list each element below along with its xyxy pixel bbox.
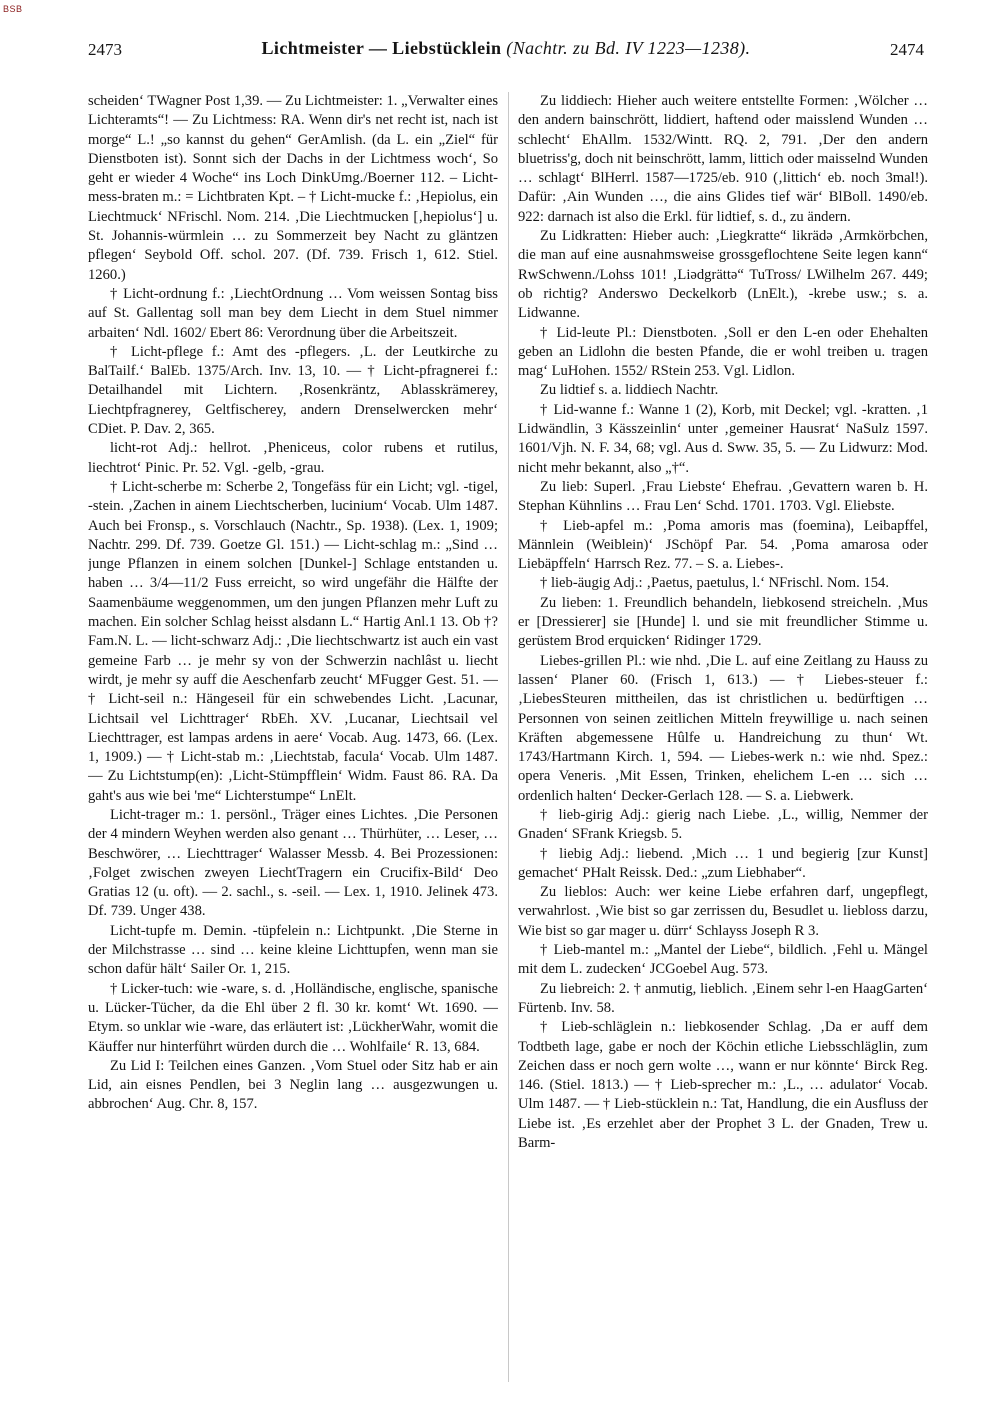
dictionary-entry: Zu lieb: Superl. ‚Frau Liebste‘ Ehefrau. ‚Gevattern waren b. H. Stephan Kühnlins … Frau Len‘ Schd. 1701. 1703. Vgl. Eliebste.: [518, 478, 928, 515]
dictionary-entry: † Lieb-mantel m.: „Mantel der Liebe“, bildlich. ‚Fehl u. Mängel mit dem L. zudecken‘ JCGoebel Aug. 573.: [518, 942, 928, 978]
dictionary-entry: † Lieb-apfel m.: ‚Poma amoris mas (foemina), Leibapffel, Männlein (Weiblein)‘ JSchöpf Par. 54. ‚Poma amarosa oder Liebäpffeln‘ Harrsch Rez. 77. – S. a. Liebes-.: [518, 517, 928, 573]
dictionary-entry: † Lid-wanne f.: Wanne 1 (2), Korb, mit Deckel; vgl. -kratten. ‚1 Lidwändlin, 3 Kässzeinlin‘ unter ‚gemeiner Hausrat‘ NaSulz 1597. 1601/Vjh. N. F. 34, 68; vgl. Aus d. Sww. 35, 5. — Zu Lidwurz: Mod. nicht mehr bekannt, also „†“.: [518, 401, 928, 476]
dictionary-entry: scheiden‘ TWagner Post 1,39. — Zu Lichtmeister: 1. „Verwalter eines Lichteramts“! — Zu Lichtmess: RA. Wenn dir's net recht ist, nach ist morge“ L.! „so kannst du gehen“ GerAmlish. (da L. ein „Ziel“ für Dienstboten ist). Sonnt sich der Dachs in der Lichtmess woch‘, So geht er wieder 4 Woche“ ins Loch DinkUmg./Boerner 112. – Licht-mess-braten m.: = Lichtbraten Kpt. – † Licht-mucke f.: ‚Hepiolus, ein Liechtmuck‘ NFrischl. Nom. 214. ‚Die Liechtmucken [‚hepiolus‘] u. St. Johannis-würmlein … zu Sommerzeit bey Nacht zu gläntzen pflegen‘ Seybold Off. schol. 207. (Df. 739. Frisch 1, 612. Stiel. 1260.): [88, 93, 498, 283]
dictionary-entry: † Licker-tuch: wie -ware, s. d. ‚Holländische, englische, spanische u. Lücker-Tücher, da die Ehl über 2 fl. 30 kr. komt‘ Wt. 1690. — Etym. so unklar wie -ware, das erläutert ist: ‚LückherWahr, womit die Käuffer nur hinterführt würden durch die … Wohlfaile‘ R. 13, 684.: [88, 980, 498, 1055]
dictionary-entry: Zu liddiech: Hieher auch weitere entstellte Formen: ‚Wölcher … den andern bainschrött, liddiert, haftend oder maisslend Wunden … schlecht‘ EhAllm. 1532/Wintt. RQ. 2, 791. ‚Der den andern bluetriss'g, doch nit beinschrött, lamm, littich oder maisselnd Wunden … schlagt‘ BlHerrl. 1587—1725/eb. 910 (‚littich‘ eb. noch 3mal!). Dafür: ‚Ain Wunden …, die ains Glides tief wär‘ BlBoll. 1490/eb. 922: darnach ist also die Erkl. für lidtief, s. d., zu ändern.: [518, 93, 928, 225]
dictionary-entry: Zu lieben: 1. Freundlich behandeln, liebkosend streicheln. ‚Mus er [Dressierer] sie [Hunde] l. und sie mit freundlicher Stimme u. gerüstem Brod erquicken‘ Ridinger 1729.: [518, 594, 928, 650]
dictionary-entry: Licht-tupfe m. Demin. -tüpfelein n.: Lichtpunkt. ‚Die Sterne in der Milchstrasse … sind … keine kleine Lichttupfen, wenn man sie schon dafür hält‘ Sailer Or. 1, 215.: [88, 922, 498, 978]
title-subtitle: (Nachtr. zu Bd. IV 1223—1238).: [506, 38, 751, 58]
page-title: [88, 38, 924, 59]
dictionary-entry: licht-rot Adj.: hellrot. ‚Pheniceus, color rubens et rutilus, liechtrot‘ Pinic. Pr. 52. Vgl. -gelb, -grau.: [88, 440, 498, 476]
column-divider: [508, 92, 509, 1382]
dictionary-entry: Zu liebreich: 2. † anmutig, lieblich. ‚Einem sehr l-en HaagGarten‘ Fürtenb. Inv. 58.: [518, 980, 928, 1016]
dictionary-entry: † Lid-leute Pl.: Dienstboten. ‚Soll er den L-en oder Ehehalten geben an Lidlohn die besten Pfande, die er wohl treiben u. tragen mag‘ LuHohen. 1552/ RStein 253. Vgl. Lidlon.: [518, 324, 928, 380]
dictionary-entry: † Licht-scherbe m: Scherbe 2, Tongefäss für ein Licht; vgl. -tigel, -stein. ‚Zachen in ainem Liechtscherben, lucinium‘ Vocab. Ulm 1487. Auch bei Fronsp., s. Vorschlauch (Nachtr., Sp. 1938). (Lex. 1, 1909; Nachtr. 299. Df. 739. Goetze Gl. 151.) — Licht-schlag m.: „Sind … junge Pflanzen in einem solchen [Dunkel-] Schlage entstanden u. haben … 3/4—11/2 Fuss erreicht, so wird ungefähr die Hälfte der Saamenbäume weggenommen, um den jungen Pflanzen mehr Luft zu machen. Ein solcher Schlag heisst alsdann L.“ Hartig Anl.1 13. Ob †? Fam.N. L. — licht-schwarz Adj.: ‚Die liechtschwartz ist auch ein vast gemeine Farb … je mehr sy von der Schwerzin nachlâst u. liecht wirdt, je mehr sy auff die Aeschenfarb zeucht‘ MFugger Gest. 51. — † Licht-seil n.: Hängeseil für ein schwebendes Licht. ‚Lacunar, Lichtsail vel Lichttrager‘ RbEh. XV. ‚Lucanar, Liechtsail vel Liechttrager, est lampas ardens in aere‘ Vocab. Aug. 1473, 66. (Lex. 1, 1909.) — † Licht-stab m.: ‚Liechtstab, facula‘ Vocab. Ulm 1487. — Zu Lichtstump(en): ‚Licht-Stümpfflein‘ Widm. Faust 86. RA. Da gaht's aus wie bei 'me“ Lichterstumpe“ LnElt.: [88, 478, 498, 804]
page-number-left: 2473: [88, 40, 122, 59]
page-number-right: 2474: [890, 40, 924, 59]
dictionary-entry: Liebes-grillen Pl.: wie nhd. ‚Die L. auf eine Zeitlang zu Hauss zu lassen‘ Planer 60. (Frisch 1, 613.) — † Liebes-steuer f.: ‚LiebesSteuren mittheilen, das ist christlichen u. bedürftigen … Personnen von seinen zeitlichen Mitteln freywillige u. nach seinen Kräften abgemessene Hûlfe u. Handreichung zu thun‘ Wt. 1743/Hartmann Kirch. 1, 594. — Liebes-werk n.: wie nhd. Spez.: opera Veneris. ‚Mit Essen, Trinken, ehelichem L-en … sich … ordenlich halten‘ Decker-Gerlach 128. — S. a. Liebwerk.: [518, 652, 928, 804]
dictionary-entry: Zu Lid I: Teilchen eines Ganzen. ‚Vom Stuel oder Sitz hab er ain Lid, ain eisnes Pendlen, bei 3 Neglin lang … ausgezwungen u. abbrochen‘ Aug. Chr. 8, 157.: [88, 1057, 498, 1113]
left-column: [88, 92, 498, 1382]
title-main: Lichtmeister — Liebstücklein: [261, 38, 502, 58]
dictionary-entry: Licht-trager m.: 1. persönl., Träger eines Lichtes. ‚Die Personen der 4 mindern Weyhen werden also genant … Thürhüter, … Leser, … Beschwörer, … Liechttrager‘ Walasser Messb. 4. Bei Prozessionen: ‚Folget zwischen zweyen LiechtTragern ein Crucifix-Bild‘ Deo Gratias 12 (u. oft). — 2. sachl., s. -seil. — Lex. 1, 1910. Jelinek 473. Df. 739. Unger 438.: [88, 806, 498, 920]
dictionary-entry: † liebig Adj.: liebend. ‚Mich … 1 und begierig [zur Kunst] gemachet‘ PHalt Reissk. Ded.: „zum Liebhaber“.: [518, 845, 928, 881]
page-header: [88, 36, 924, 66]
library-stamp: BSB: [3, 4, 23, 14]
dictionary-entry: Zu lidtief s. a. liddiech Nachtr.: [540, 382, 719, 399]
dictionary-entry: Zu lieblos: Auch: wer keine Liebe erfahren darf, ungepflegt, verwahrlost. ‚Wie bist so gar zerrissen du, Besudlet u. liebloss darzu, Wie bist so gar mager u. dürr‘ Schlayss Joseph R 3.: [518, 884, 928, 939]
dictionary-entry: † Licht-pflege f.: Amt des -pflegers. ‚L. der Leutkirche zu BalTailf.‘ BalEb. 1375/Arch. Inv. 13, 10. — † Licht-pfragnerei f.: Detailhandel mit Lichtern. ‚Rosenkräntz, Ablasskrämerey, Liechtpfragnerey, Geltfischerey, andern Drenselwercken mehr‘ CDiet. P. Dav. 2, 365.: [88, 343, 498, 438]
dictionary-entry: † lieb-girig Adj.: gierig nach Liebe. ‚L., willig, Nemmer der Gnaden‘ SFrank Kriegsb. 5.: [518, 806, 928, 843]
dictionary-entry: † Licht-ordnung f.: ‚LiechtOrdnung … Vom weissen Sontag biss auf St. Gallentag soll man bey dem Liecht in dem Stuel nimmer arbaiten‘ Ndl. 1602/ Ebert 86: Verordnung über die Arbeitszeit.: [88, 285, 498, 341]
dictionary-entry: Zu Lidkratten: Hieber auch: ‚Liegkratte“ likrädə ‚Armkörbchen, die man auf eine ausnahmsweise grossgeflochtene Seite legen kann“ RwSchwenn./Lohss 101! ‚Liədgrättə“ TuTross/ LWilhelm 267. 449; ob richtig? Anderswo Deckelkorb (LnElt.), -krebe usw.; s. a. Lidwanne.: [518, 228, 928, 322]
dictionary-entry: † lieb-äugig Adj.: ‚Paetus, paetulus, l.‘ NFrischl. Nom. 154.: [540, 575, 889, 592]
right-column: [518, 92, 928, 1382]
dictionary-entry: † Lieb-schläglein n.: liebkosender Schlag. ‚Da er auff dem Todtbeth lage, gabe er noch der Köchin etliche Liebsschläglin, zum Zeichen dass er noch gern wolte …, wann er nur könnte‘ Birck Reg. 146. (Stiel. 1813.) — † Lieb-sprecher m.: ‚L., … adulator‘ Vocab. Ulm 1487. — † Lieb-stücklein n.: Tat, Handlung, die ein Ausfluss der Liebe ist. ‚Es erzehlet aber der Prophet 3 L. der Gnaden, Trew u. Barm-: [518, 1019, 928, 1152]
